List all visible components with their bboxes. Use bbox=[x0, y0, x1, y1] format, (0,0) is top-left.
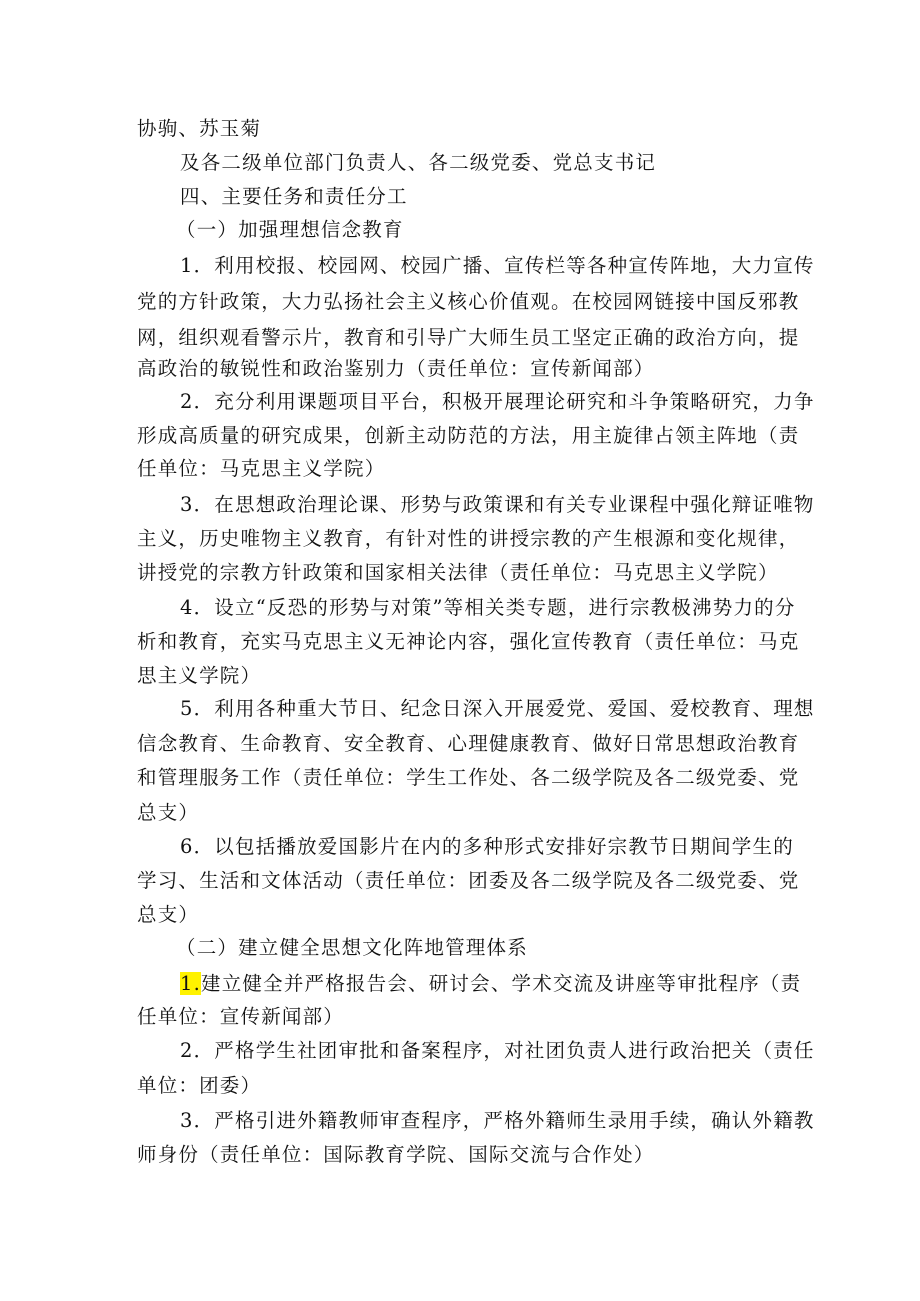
text-line: 4．设立“反恐的形势与对策”等相关类专题，进行宗教极沸势力的分 bbox=[180, 596, 796, 619]
text-line: 总支） bbox=[137, 801, 200, 824]
text-line: 1．利用校报、校园网、校园广播、宣传栏等各种宣传阵地，大力宣传 bbox=[180, 254, 815, 277]
text-line: 单位：团委） bbox=[137, 1074, 262, 1097]
subsection-heading: （一）加强理想信念教育 bbox=[176, 218, 404, 241]
text-line: 协驹、苏玉菊 bbox=[137, 117, 262, 140]
text-line: 3．在思想政治理论课、形势与政策课和有关专业课程中强化辩证唯物 bbox=[180, 493, 815, 516]
text-line: 2．充分利用课题项目平台，积极开展理论研究和斗争策略研究，力争 bbox=[180, 390, 815, 413]
text-line: 5．利用各种重大节日、纪念日深入开展爱党、爱国、爱校教育、理想 bbox=[180, 697, 815, 720]
section-heading: 四、主要任务和责任分工 bbox=[180, 185, 408, 208]
text-line: 及各二级单位部门负责人、各二级党委、党总支书记 bbox=[180, 151, 657, 174]
text-line: 讲授党的宗教方针政策和国家相关法律（责任单位：马克思主义学院） bbox=[137, 561, 779, 584]
text-line bbox=[180, 966, 800, 1002]
text-line: 任单位：马克思主义学院） bbox=[137, 457, 386, 480]
highlighted-number: 1. bbox=[180, 972, 202, 995]
text-line: 主义，历史唯物主义教育，有针对性的讲授宗教的产生根源和变化规律， bbox=[137, 527, 800, 550]
text-line: 高政治的敏锐性和政治鉴别力（责任单位：宣传新闻部） bbox=[137, 357, 655, 380]
subsection-heading: （二）建立健全思想文化阵地管理体系 bbox=[176, 936, 528, 959]
text-line: 思主义学院） bbox=[137, 664, 262, 687]
text-line: 6．以包括播放爱国影片在内的多种形式安排好宗教节日期间学生的 bbox=[180, 835, 794, 858]
text-line: 学习、生活和文体活动（责任单位：团委及各二级学院及各二级党委、党 bbox=[137, 869, 800, 892]
text-line: 党的方针政策，大力弘扬社会主义核心价值观。在校园网链接中国反邪教 bbox=[137, 290, 800, 313]
text-line: 析和教育，充实马克思主义无神论内容，强化宣传教育（责任单位：马克 bbox=[137, 630, 800, 653]
text-line: 总支） bbox=[137, 903, 200, 926]
text-line: 信念教育、生命教育、安全教育、心理健康教育、做好日常思想政治教育 bbox=[137, 732, 800, 755]
text-line-rest: 建立健全并严格报告会、研讨会、学术交流及讲座等审批程序（责 bbox=[201, 972, 802, 995]
text-line: 任单位：宣传新闻部） bbox=[137, 1005, 345, 1028]
text-line: 2．严格学生社团审批和备案程序，对社团负责人进行政治把关（责任 bbox=[180, 1039, 815, 1062]
text-line: 3．严格引进外籍教师审查程序，严格外籍师生录用手续，确认外籍教 bbox=[180, 1109, 815, 1132]
text-line: 和管理服务工作（责任单位：学生工作处、各二级学院及各二级党委、党 bbox=[137, 766, 800, 789]
text-line: 形成高质量的研究成果，创新主动防范的方法，用主旋律占领主阵地（责 bbox=[137, 424, 800, 447]
text-line: 网，组织观看警示片，教育和引导广大师生员工坚定正确的政治方向，提 bbox=[137, 326, 800, 349]
text-line: 师身份（责任单位：国际教育学院、国际交流与合作处） bbox=[137, 1143, 655, 1166]
